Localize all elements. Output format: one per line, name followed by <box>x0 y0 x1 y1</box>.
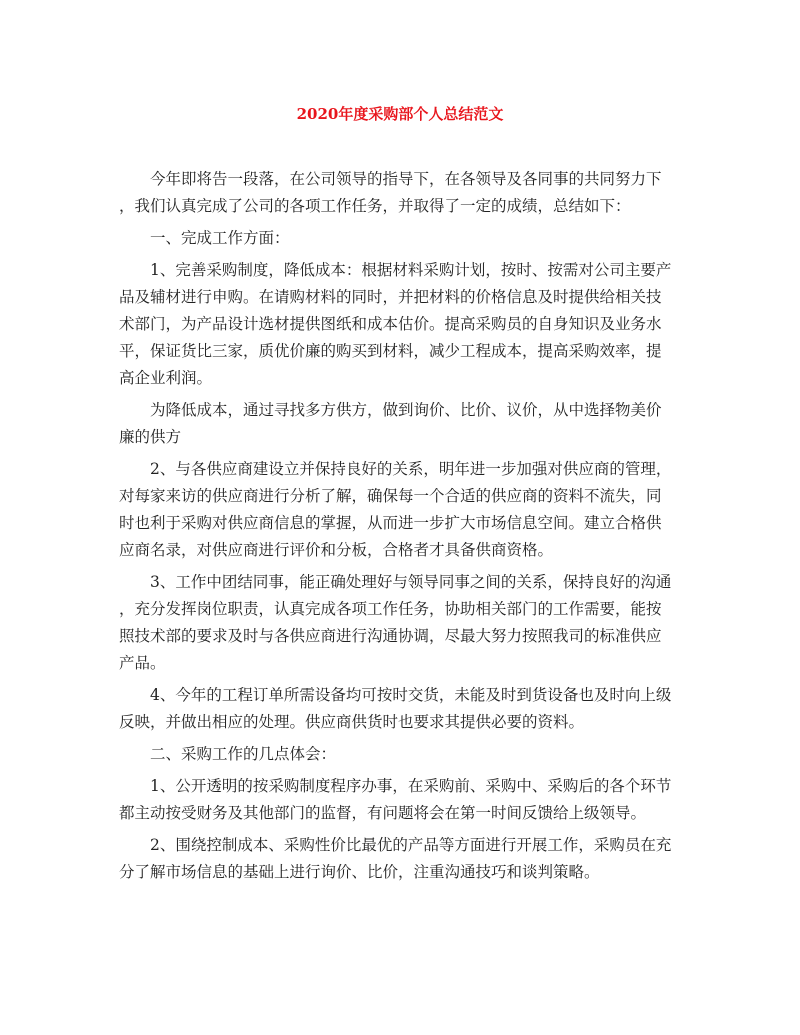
text-line: 高企业利润。 <box>119 369 213 387</box>
paragraph-item-1 <box>119 257 672 392</box>
text-line: 产品。 <box>119 654 166 672</box>
text-line: 今年即将告一段落，在公司领导的指导下，在各领导及各同事的共同努力下 <box>150 170 662 188</box>
paragraph-experience-1 <box>119 773 672 827</box>
text-line: 廉的供方 <box>119 428 182 446</box>
text-line: 反映，并做出相应的处理。供应商供货时也要求其提供必要的资料。 <box>119 713 585 731</box>
paragraph-item-4 <box>119 682 672 736</box>
paragraph-cost-reduction <box>119 397 665 451</box>
paragraph-intro <box>119 166 665 220</box>
section-heading-work-completed <box>119 225 665 252</box>
section-heading-experience <box>119 741 665 768</box>
text-line: 对每家来访的供应商进行分析了解，确保每一个合适的供应商的资料不流失，同 <box>119 487 662 505</box>
paragraph-item-3 <box>119 569 672 677</box>
text-line: 3、工作中团结同事，能正确处理好与领导同事之间的关系，保持良好的沟通 <box>150 573 672 591</box>
paragraph-experience-2 <box>119 832 672 886</box>
text-line: 二、采购工作的几点体会： <box>150 745 337 763</box>
text-line: 品及辅材进行申购。在请购材料的同时，并把材料的价格信息及时提供给相关技 <box>119 288 662 306</box>
text-line: 照技术部的要求及时与各供应商进行沟通协调，尽最大努力按照我司的标准供应 <box>119 627 662 645</box>
text-line: 时也利于采购对供应商信息的掌握，从而进一步扩大市场信息空间。建立合格供 <box>119 514 662 532</box>
text-line: 都主动按受财务及其他部门的监督，有问题将会在第一时间反馈给上级领导。 <box>119 804 647 822</box>
document-body <box>119 166 672 891</box>
text-line: 分了解市场信息的基础上进行询价、比价，注重沟通技巧和谈判策略。 <box>119 863 600 881</box>
text-line: ，我们认真完成了公司的各项工作任务，并取得了一定的成绩，总结如下： <box>119 197 631 215</box>
document-title: 2020年度采购部个人总结范文 <box>296 105 504 123</box>
text-line: 2、围绕控制成本、采购性价比最优的产品等方面进行开展工作，采购员在充 <box>150 836 672 854</box>
text-line: ，充分发挥岗位职责，认真完成各项工作任务，协助相关部门的工作需要，能按 <box>119 600 662 618</box>
text-line: 应商名录，对供应商进行评价和分板，合格者才具备供商资格。 <box>119 541 554 559</box>
text-line: 1、完善采购制度，降低成本：根据材料采购计划，按时、按需对公司主要产 <box>150 261 672 279</box>
text-line: 1、公开透明的按采购制度程序办事，在采购前、采购中、采购后的各个环节 <box>150 777 672 795</box>
text-line: 术部门，为产品设计选材提供图纸和成本估价。提高采购员的自身知识及业务水 <box>119 315 662 333</box>
text-line: 2、与各供应商建设立并保持良好的关系，明年进一步加强对供应商的管理， <box>150 460 672 478</box>
text-line: 一、完成工作方面： <box>150 229 290 247</box>
text-line: 4、今年的工程订单所需设备均可按时交货，未能及时到货设备也及时向上级 <box>150 686 672 704</box>
text-line: 为降低成本，通过寻找多方供方，做到询价、比价、议价，从中选择物美价 <box>150 401 662 419</box>
text-line: 平，保证货比三家，质优价廉的购买到材料，减少工程成本，提高采购效率，提 <box>119 342 662 360</box>
paragraph-item-2 <box>119 456 672 564</box>
